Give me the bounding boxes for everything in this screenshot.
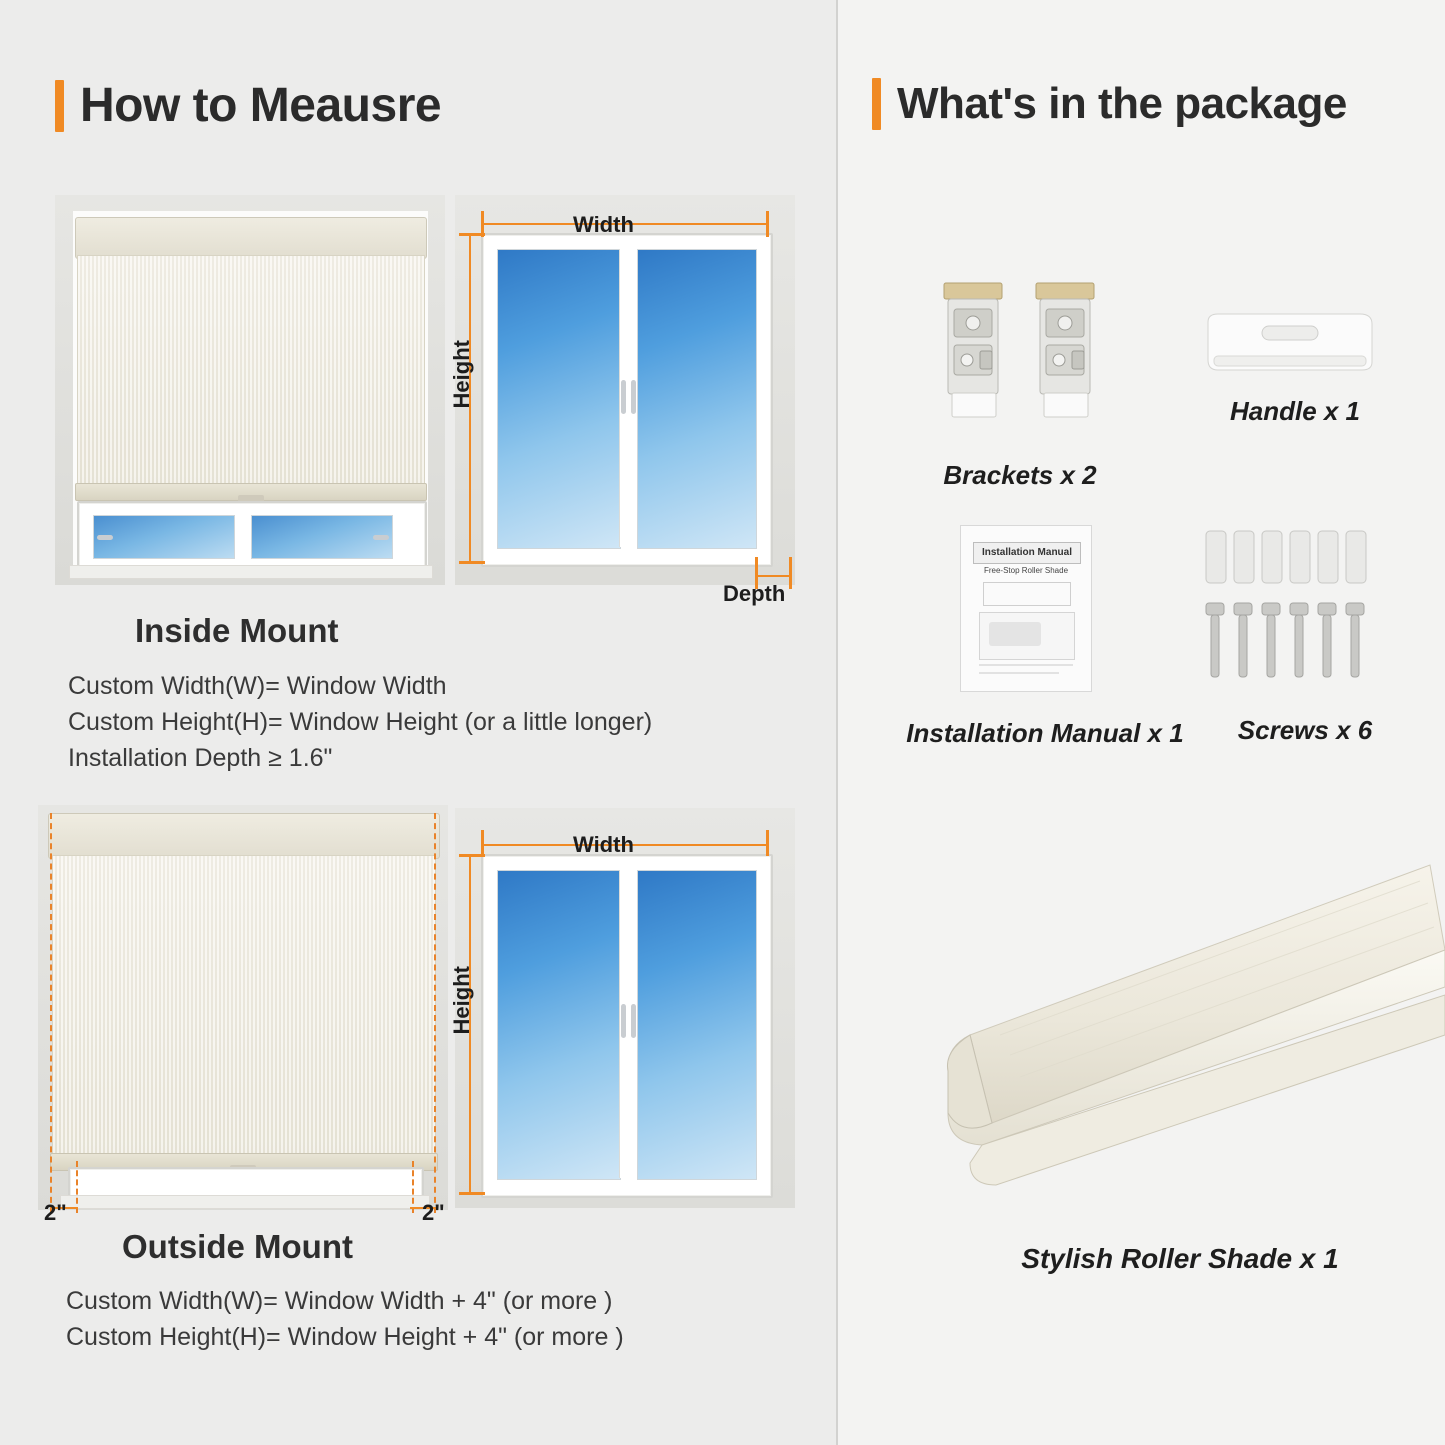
outside-mount-notes <box>66 1283 806 1355</box>
left-window-edge-guide <box>76 1161 78 1213</box>
inside-note-3: Installation Depth ≥ 1.6" <box>68 744 333 772</box>
heading-text: What's in the package <box>897 79 1347 128</box>
outside-mount-dimension-diagram <box>449 808 795 1208</box>
inside-mount-dimension-diagram <box>449 195 795 606</box>
handle-image <box>1200 300 1380 390</box>
inside-note-1: Custom Width(W)= Window Width <box>68 672 447 700</box>
window-glass-left <box>497 249 621 549</box>
inside-mount-illustration <box>55 195 445 585</box>
headrail <box>48 813 440 859</box>
window-handle-left <box>97 535 113 540</box>
bracket-icon <box>930 275 1110 445</box>
window-glass-right <box>637 249 757 549</box>
window-glass-left <box>93 515 235 559</box>
handle-label: Handle x 1 <box>1229 396 1361 426</box>
manual-diagram-strip <box>983 582 1071 606</box>
width-tick-left <box>481 830 484 856</box>
right-extension-guide <box>434 813 436 1213</box>
height-tick-bottom <box>459 561 485 564</box>
heading-how-to-measure <box>55 78 441 133</box>
window-handle-right <box>631 380 636 414</box>
right-window-edge-guide <box>412 1161 414 1213</box>
brackets-image <box>930 275 1110 445</box>
screws-icon <box>1200 525 1380 695</box>
manual-text-line-2 <box>979 672 1059 674</box>
window-handle-left <box>621 380 626 414</box>
height-label: Height <box>449 966 474 1035</box>
window-glass-left <box>497 870 621 1180</box>
outside-mount-illustration <box>38 805 448 1220</box>
right-extension-label: 2" <box>422 1200 445 1225</box>
window-handle-left <box>621 1004 626 1038</box>
manual-label: Installation Manual x 1 <box>906 718 1184 748</box>
inside-mount-notes <box>68 668 788 776</box>
heading-whats-in-package <box>872 78 1347 130</box>
roller-shade-label: Stylish Roller Shade x 1 <box>1021 1243 1339 1274</box>
screws-image <box>1200 525 1380 695</box>
window-handle-right <box>631 1004 636 1038</box>
window-handle-right <box>373 535 389 540</box>
screws-label: Screws x 6 <box>1237 715 1373 745</box>
inside-mount-title: Inside Mount <box>135 612 339 649</box>
inside-note-2: Custom Height(H)= Window Height (or a little longer) <box>68 708 653 736</box>
window-sill <box>69 565 433 579</box>
window-sill <box>60 1195 430 1209</box>
manual-cover-subtitle: Free-Stop Roller Shade <box>983 566 1069 575</box>
accent-bar-icon <box>872 78 881 130</box>
depth-tick-outer <box>789 557 792 589</box>
outside-mount-title: Outside Mount <box>122 1228 353 1265</box>
manual-diagram-shape <box>989 622 1041 646</box>
height-tick-top <box>459 233 485 236</box>
outside-note-2: Custom Height(H)= Window Height + 4" (or more ) <box>66 1323 624 1351</box>
roller-shade-icon <box>900 855 1445 1235</box>
outside-note-1: Custom Width(W)= Window Width + 4" (or more ) <box>66 1287 613 1315</box>
manual-cover-title: Installation Manual <box>973 542 1081 564</box>
accent-bar-icon <box>55 80 64 132</box>
installation-manual-image <box>960 525 1092 692</box>
width-tick-right <box>766 830 769 856</box>
left-extension-guide <box>50 813 52 1213</box>
headrail <box>75 217 427 259</box>
manual-text-line-1 <box>979 664 1073 666</box>
left-extension-label: 2" <box>44 1200 67 1225</box>
width-label: Width <box>573 212 634 237</box>
width-label: Width <box>573 832 634 857</box>
brackets-label: Brackets x 2 <box>943 460 1097 490</box>
handle-icon <box>1200 300 1380 390</box>
depth-label: Depth <box>723 581 786 606</box>
roller-shade-image <box>900 855 1445 1235</box>
shade-fabric <box>77 255 425 487</box>
heading-text: How to Meausre <box>80 79 442 132</box>
column-divider <box>836 0 838 1445</box>
window-glass-right <box>251 515 393 559</box>
height-tick-bottom <box>459 1192 485 1195</box>
height-label: Height <box>449 340 474 409</box>
depth-dimension-line <box>755 575 791 577</box>
window-glass-right <box>637 870 757 1180</box>
height-tick-top <box>459 854 485 857</box>
shade-fabric <box>52 855 436 1157</box>
